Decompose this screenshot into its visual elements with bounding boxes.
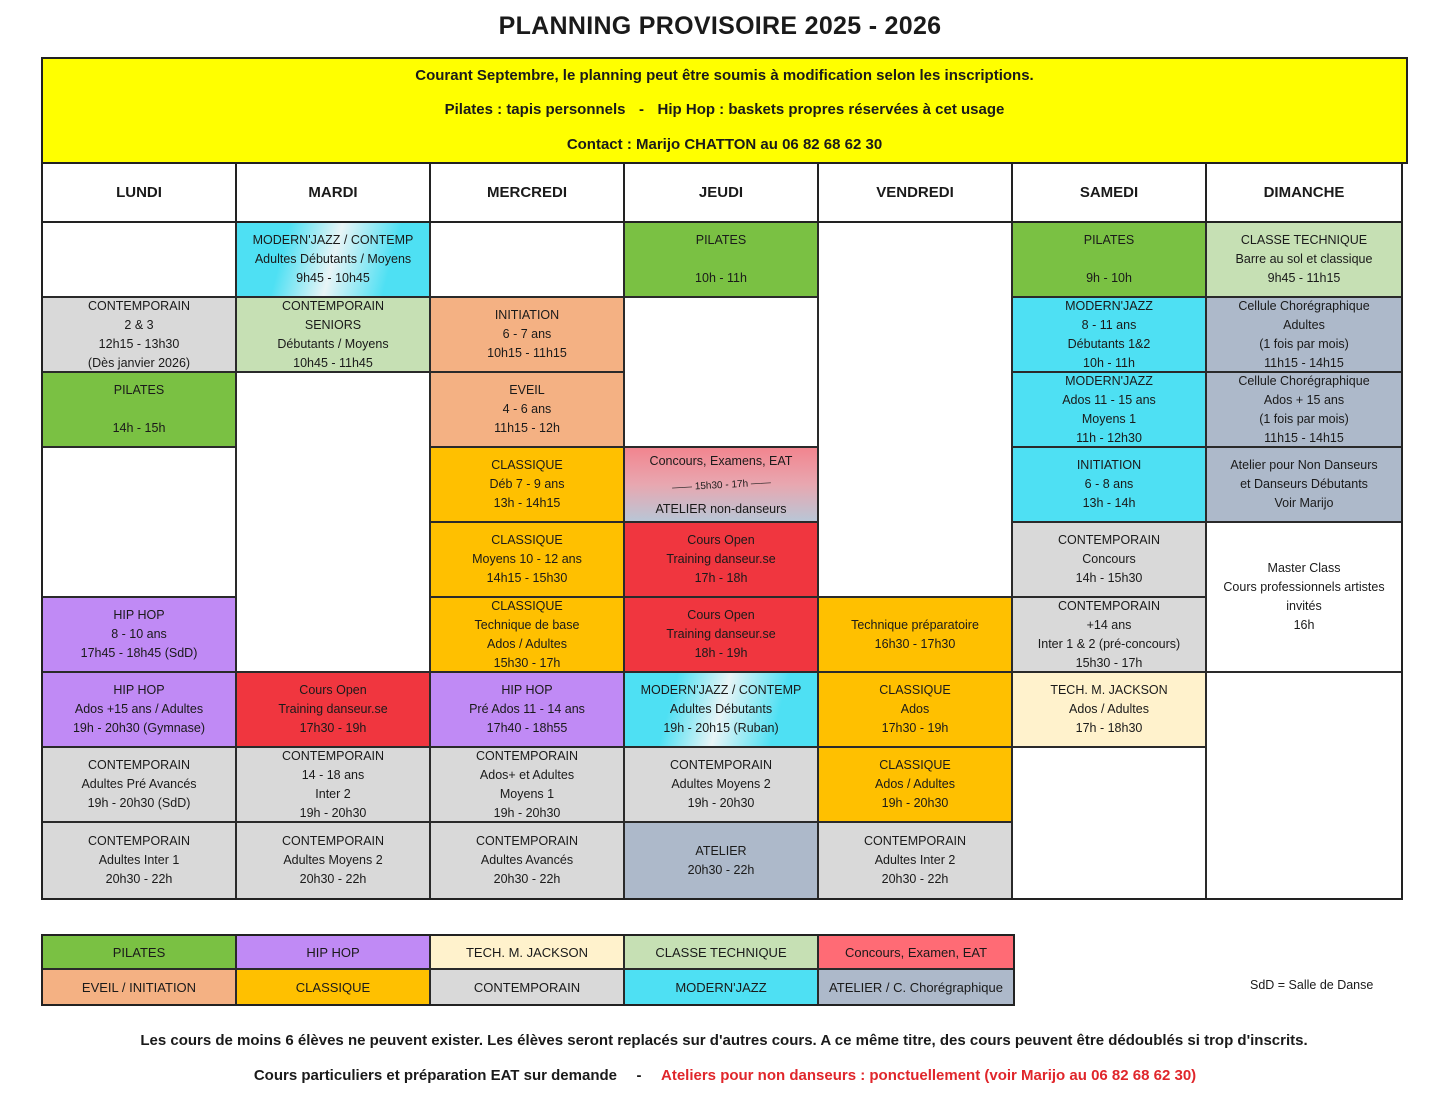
class-level: 6 - 8 ans bbox=[1084, 477, 1134, 491]
legend-hiphop: HIP HOP bbox=[237, 936, 431, 970]
class-level-detail: Inter 1 & 2 (pré-concours) bbox=[1037, 636, 1181, 651]
class-slot-dimanche-master-class bbox=[1207, 523, 1401, 673]
banner-contact: Contact : Marijo CHATTON au 06 82 68 62 30 bbox=[566, 136, 883, 153]
class-time: 19h - 20h15 (Ruban) bbox=[663, 721, 779, 735]
class-slot-lundi-hiphop-adultes bbox=[43, 673, 237, 748]
class-name: CLASSIQUE bbox=[879, 683, 951, 697]
class-time: 12h15 - 13h30 bbox=[98, 336, 180, 351]
class-level: Training danseur.se bbox=[666, 627, 776, 641]
class-name: CONTEMPORAIN bbox=[281, 834, 385, 848]
class-name: CONTEMPORAIN bbox=[1057, 598, 1161, 613]
legend-eveil-initiation: EVEIL / INITIATION bbox=[43, 970, 237, 1004]
footer-workshops: Ateliers pour non danseurs : ponctuellement (voir Marijo au 06 82 68 62 30) bbox=[661, 1067, 1197, 1084]
class-slot-mercredi-classique-moyens bbox=[431, 523, 625, 598]
class-name: PILATES bbox=[1083, 233, 1135, 247]
class-level: Ados / Adultes bbox=[875, 777, 955, 791]
class-name: INITIATION bbox=[494, 308, 560, 322]
class-name: CONTEMPORAIN bbox=[863, 834, 967, 848]
class-name: Cellule Chorégraphique bbox=[1238, 373, 1370, 388]
legend-classique: CLASSIQUE bbox=[237, 970, 431, 1004]
class-slot-mercredi-hiphop bbox=[431, 673, 625, 748]
class-level: Adultes Moyens 2 bbox=[671, 777, 771, 791]
banner-hiphop-note: Hip Hop : baskets propres réservées à cet usage bbox=[657, 101, 1005, 118]
class-name: HIP HOP bbox=[113, 608, 165, 622]
class-level: Adultes bbox=[1283, 317, 1325, 332]
class-level: SENIORS bbox=[304, 317, 362, 332]
class-frequency: (1 fois par mois) bbox=[1259, 336, 1349, 351]
class-time: 11h15 - 12h bbox=[494, 421, 560, 435]
class-level: Training danseur.se bbox=[278, 702, 388, 716]
class-level: Adultes Avancés bbox=[480, 853, 574, 867]
class-slot-samedi-contemporain-concours bbox=[1013, 523, 1207, 598]
day-header-dimanche: DIMANCHE bbox=[1207, 164, 1401, 223]
class-level-detail: Inter 2 bbox=[315, 786, 351, 801]
class-slot-mercredi-classique-technique bbox=[431, 598, 625, 673]
legend-modernjazz: MODERN'JAZZ bbox=[625, 970, 819, 1004]
class-level: Adultes Pré Avancés bbox=[81, 777, 197, 791]
class-slot-jeudi-concours-atelier bbox=[625, 448, 819, 523]
class-name: TECH. M. JACKSON bbox=[1050, 683, 1168, 697]
class-name: CONTEMPORAIN bbox=[87, 834, 191, 848]
class-time: 20h30 - 22h bbox=[687, 862, 755, 877]
empty-slot bbox=[43, 448, 237, 598]
class-name: CONTEMPORAIN bbox=[475, 834, 579, 848]
class-time: 9h45 - 11h15 bbox=[1267, 271, 1341, 285]
banner-line-2 bbox=[43, 101, 1406, 118]
class-level: Adultes Débutants bbox=[669, 702, 773, 716]
class-name: CONTEMPORAIN bbox=[281, 748, 385, 763]
class-level: Adultes Inter 2 bbox=[874, 853, 956, 867]
class-name: Cours Open bbox=[687, 608, 755, 622]
banner-pilates-note: Pilates : tapis personnels bbox=[444, 101, 626, 118]
class-time: 19h - 20h30 (Gymnase) bbox=[72, 721, 205, 735]
class-level: 8 - 10 ans bbox=[111, 627, 167, 641]
day-header-vendredi: VENDREDI bbox=[819, 164, 1013, 223]
class-slot-jeudi-atelier bbox=[625, 823, 819, 898]
class-level: Déb 7 - 9 ans bbox=[489, 477, 565, 491]
class-level: Ados 11 - 15 ans bbox=[1062, 392, 1156, 407]
class-name: Master Class bbox=[1267, 561, 1341, 575]
class-level: Training danseur.se bbox=[666, 552, 776, 566]
class-name: CONTEMPORAIN bbox=[87, 298, 191, 313]
class-time: 17h30 - 19h bbox=[881, 721, 949, 735]
class-time: 11h15 - 14h15 bbox=[1264, 430, 1344, 445]
class-note: (Dès janvier 2026) bbox=[87, 355, 191, 370]
class-time: 10h - 11h bbox=[1083, 355, 1135, 370]
legend-tech-jackson: TECH. M. JACKSON bbox=[431, 936, 625, 970]
class-slot-mercredi-initiation bbox=[431, 298, 625, 373]
day-header-mercredi: MERCREDI bbox=[431, 164, 625, 223]
class-slot-jeudi-cours-open-18h bbox=[625, 598, 819, 673]
class-slot-jeudi-contemporain-moyens2 bbox=[625, 748, 819, 823]
class-slot-vendredi-technique-preparatoire bbox=[819, 598, 1013, 673]
class-level-detail: Moyens 1 bbox=[499, 786, 555, 801]
class-time: 10h - 11h bbox=[695, 271, 747, 285]
class-level: Ados + 15 ans bbox=[1263, 392, 1345, 407]
empty-slot bbox=[237, 373, 431, 673]
class-level: +14 ans bbox=[1086, 617, 1132, 632]
class-slot-mardi-contemporain-seniors bbox=[237, 298, 431, 373]
day-header-mardi: MARDI bbox=[237, 164, 431, 223]
class-time: 13h - 14h bbox=[1082, 496, 1136, 510]
banner-line-1: Courant Septembre, le planning peut être soumis à modification selon les inscriptions. bbox=[415, 67, 1034, 84]
class-time: 20h30 - 22h bbox=[105, 872, 173, 886]
class-name: MODERN'JAZZ / CONTEMP bbox=[640, 683, 802, 697]
class-level: et Danseurs Débutants bbox=[1240, 477, 1368, 491]
class-slot-jeudi-pilates bbox=[625, 223, 819, 298]
class-level: 8 - 11 ans bbox=[1081, 317, 1137, 332]
class-name: MODERN'JAZZ bbox=[1065, 298, 1153, 313]
class-level-detail: Débutants 1&2 bbox=[1067, 336, 1151, 351]
class-time: 14h - 15h30 bbox=[1075, 571, 1143, 585]
class-slot-mardi-contemporain-14-18 bbox=[237, 748, 431, 823]
class-slot-samedi-contemporain-14 bbox=[1013, 598, 1207, 673]
class-level: Adultes Débutants / Moyens bbox=[254, 252, 412, 266]
class-time: 16h bbox=[1293, 618, 1315, 632]
class-time: 17h - 18h bbox=[694, 571, 748, 585]
day-header-lundi: LUNDI bbox=[43, 164, 237, 223]
class-slot-vendredi-classique-adultes bbox=[819, 748, 1013, 823]
legend-atelier: ATELIER / C. Chorégraphique bbox=[819, 970, 1013, 1004]
class-level: 2 & 3 bbox=[124, 317, 154, 332]
class-slot-mardi-modernjazz-contemp bbox=[237, 223, 431, 298]
class-level: 6 - 7 ans bbox=[502, 327, 552, 341]
class-name: PILATES bbox=[113, 383, 165, 397]
empty-slot bbox=[625, 298, 819, 448]
class-slot-dimanche-classe-technique bbox=[1207, 223, 1401, 298]
class-time: 17h30 - 19h bbox=[299, 721, 367, 735]
page-title: PLANNING PROVISOIRE 2025 - 2026 bbox=[498, 12, 942, 40]
class-name: CLASSIQUE bbox=[879, 758, 951, 772]
class-level: Ados +15 ans / Adultes bbox=[74, 702, 204, 716]
class-level-detail: Débutants / Moyens bbox=[277, 336, 389, 351]
empty-slot bbox=[819, 223, 1013, 598]
class-name: CONTEMPORAIN bbox=[669, 758, 773, 772]
class-time: 20h30 - 22h bbox=[493, 872, 561, 886]
class-name: CONTEMPORAIN bbox=[281, 298, 385, 313]
class-name: CLASSIQUE bbox=[491, 533, 563, 547]
class-time: 18h - 19h bbox=[694, 646, 748, 660]
class-level: Adultes Inter 1 bbox=[98, 853, 180, 867]
empty-slot bbox=[1013, 748, 1207, 898]
class-level: 14 - 18 ans bbox=[301, 767, 365, 782]
class-name: HIP HOP bbox=[113, 683, 165, 697]
class-slot-lundi-hiphop-8-10 bbox=[43, 598, 237, 673]
class-level-detail: invités bbox=[1286, 599, 1322, 613]
class-time: 19h - 20h30 bbox=[881, 796, 949, 810]
class-slot-mercredi-classique-deb bbox=[431, 448, 625, 523]
info-banner bbox=[41, 57, 1408, 164]
class-level: Adultes Moyens 2 bbox=[283, 853, 383, 867]
class-slot-samedi-pilates bbox=[1013, 223, 1207, 298]
class-name: Cours Open bbox=[299, 683, 367, 697]
class-time: 13h - 14h15 bbox=[493, 496, 561, 510]
class-time: 10h15 - 11h15 bbox=[487, 346, 567, 360]
class-slot-jeudi-cours-open-17h bbox=[625, 523, 819, 598]
class-level: Concours bbox=[1082, 552, 1136, 566]
footer-private-lessons: Cours particuliers et préparation EAT sur demande bbox=[253, 1067, 617, 1084]
class-level: Moyens 10 - 12 ans bbox=[472, 552, 582, 566]
class-time: 20h30 - 22h bbox=[881, 872, 949, 886]
footer-info bbox=[0, 1067, 1440, 1084]
class-slot-samedi-initiation bbox=[1013, 448, 1207, 523]
class-name: CLASSIQUE bbox=[491, 598, 563, 613]
footer-rules: Les cours de moins 6 élèves ne peuvent exister. Les élèves seront replacés sur d'autres cours. A ce même titre, des cours peuvent être dédoublés si trop d'inscrits. bbox=[140, 1032, 1308, 1049]
class-level: Barre au sol et classique bbox=[1235, 252, 1373, 266]
class-slot-mardi-cours-open bbox=[237, 673, 431, 748]
class-level-detail: Ados / Adultes bbox=[487, 636, 567, 651]
class-name: CLASSE TECHNIQUE bbox=[1240, 233, 1368, 247]
class-time: 14h - 15h bbox=[112, 421, 166, 435]
color-legend bbox=[41, 934, 1015, 1006]
class-name: ATELIER bbox=[695, 843, 747, 858]
class-level: Pré Ados 11 - 14 ans bbox=[469, 702, 585, 716]
class-name: CONTEMPORAIN bbox=[475, 748, 579, 763]
empty-slot bbox=[43, 223, 237, 298]
class-name: MODERN'JAZZ / CONTEMP bbox=[252, 233, 414, 247]
class-name: HIP HOP bbox=[501, 683, 553, 697]
class-slot-vendredi-classique-ados bbox=[819, 673, 1013, 748]
class-contact: Voir Marijo bbox=[1274, 496, 1334, 510]
class-time: 19h - 20h30 bbox=[687, 796, 755, 810]
class-level: ATELIER non-danseurs bbox=[655, 502, 787, 516]
class-slot-mercredi-contemporain-moyens1 bbox=[431, 748, 625, 823]
class-level-detail: Moyens 1 bbox=[1081, 411, 1137, 426]
class-name: CONTEMPORAIN bbox=[1057, 533, 1161, 547]
class-time: 9h45 - 10h45 bbox=[296, 271, 370, 285]
class-slot-mercredi-contemporain-avances bbox=[431, 823, 625, 898]
class-time: —— 15h30 - 17h —— bbox=[671, 477, 771, 494]
class-name: EVEIL bbox=[509, 383, 545, 397]
class-name: MODERN'JAZZ bbox=[1065, 373, 1153, 388]
footer-separator: - bbox=[636, 1067, 642, 1084]
class-time: 19h - 20h30 bbox=[493, 805, 561, 820]
class-time: 20h30 - 22h bbox=[299, 872, 367, 886]
banner-separator: - bbox=[639, 101, 645, 118]
class-name: Technique préparatoire bbox=[851, 617, 979, 632]
class-time: 19h - 20h30 bbox=[299, 805, 367, 820]
class-level: 4 - 6 ans bbox=[502, 402, 552, 416]
class-slot-samedi-modernjazz-ados bbox=[1013, 373, 1207, 448]
class-time: 19h - 20h30 (SdD) bbox=[87, 796, 191, 810]
class-level: Ados+ et Adultes bbox=[479, 767, 575, 782]
class-time: 14h15 - 15h30 bbox=[486, 571, 568, 585]
day-header-jeudi: JEUDI bbox=[625, 164, 819, 223]
schedule-grid bbox=[41, 162, 1403, 900]
legend-contemporain: CONTEMPORAIN bbox=[431, 970, 625, 1004]
class-time: 11h - 12h30 bbox=[1076, 430, 1142, 445]
class-time: 11h15 - 14h15 bbox=[1264, 355, 1344, 370]
class-time: 16h30 - 17h30 bbox=[874, 636, 956, 651]
legend-concours: Concours, Examen, EAT bbox=[819, 936, 1013, 970]
class-level: Cours professionnels artistes bbox=[1223, 580, 1385, 594]
class-name: Concours, Examens, EAT bbox=[649, 454, 793, 468]
class-slot-samedi-tech-jackson bbox=[1013, 673, 1207, 748]
class-level: Ados bbox=[900, 702, 930, 716]
class-slot-lundi-contemporain-inter1 bbox=[43, 823, 237, 898]
class-slot-dimanche-cellule-adultes bbox=[1207, 298, 1401, 373]
class-name: INITIATION bbox=[1076, 458, 1142, 472]
class-time: 15h30 - 17h bbox=[493, 655, 561, 670]
empty-slot bbox=[1207, 673, 1401, 898]
class-slot-lundi-contemporain-pre-avances bbox=[43, 748, 237, 823]
class-name: CLASSIQUE bbox=[491, 458, 563, 472]
class-frequency: (1 fois par mois) bbox=[1259, 411, 1349, 426]
empty-slot bbox=[431, 223, 625, 298]
class-name: CONTEMPORAIN bbox=[87, 758, 191, 772]
class-slot-dimanche-atelier-non-danseurs bbox=[1207, 448, 1401, 523]
class-slot-mardi-contemporain-moyens2 bbox=[237, 823, 431, 898]
class-name: Cellule Chorégraphique bbox=[1238, 298, 1370, 313]
class-time: 17h - 18h30 bbox=[1075, 721, 1143, 735]
class-slot-lundi-contemporain-2-3 bbox=[43, 298, 237, 373]
day-header-samedi: SAMEDI bbox=[1013, 164, 1207, 223]
class-slot-mercredi-eveil bbox=[431, 373, 625, 448]
legend-pilates: PILATES bbox=[43, 936, 237, 970]
class-time: 15h30 - 17h bbox=[1075, 655, 1143, 670]
class-time: 17h45 - 18h45 (SdD) bbox=[80, 646, 198, 660]
class-slot-dimanche-cellule-ados bbox=[1207, 373, 1401, 448]
class-name: Cours Open bbox=[687, 533, 755, 547]
class-level: Ados / Adultes bbox=[1069, 702, 1149, 716]
class-slot-jeudi-modernjazz-contemp bbox=[625, 673, 819, 748]
class-slot-lundi-pilates bbox=[43, 373, 237, 448]
legend-classe-technique: CLASSE TECHNIQUE bbox=[625, 936, 819, 970]
class-slot-samedi-modernjazz-8-11 bbox=[1013, 298, 1207, 373]
class-level: Technique de base bbox=[474, 617, 580, 632]
class-name: Atelier pour Non Danseurs bbox=[1230, 458, 1378, 472]
class-name: PILATES bbox=[695, 233, 747, 247]
class-slot-vendredi-contemporain-inter2 bbox=[819, 823, 1013, 898]
class-time: 10h45 - 11h45 bbox=[293, 355, 373, 370]
legend-note: SdD = Salle de Danse bbox=[1250, 978, 1374, 992]
class-time: 17h40 - 18h55 bbox=[486, 721, 568, 735]
class-time: 9h - 10h bbox=[1086, 271, 1132, 285]
